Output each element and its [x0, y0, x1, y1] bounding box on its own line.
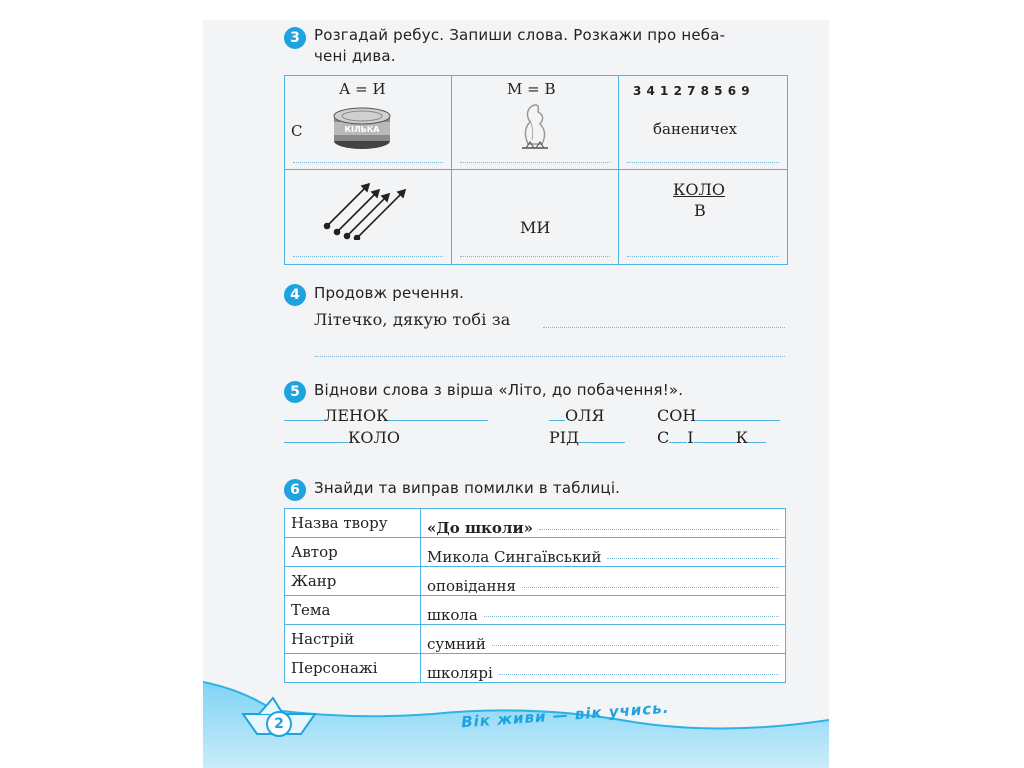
task-4-number: 4	[284, 284, 306, 306]
task-4-instruction: Продовж речення.	[314, 284, 465, 302]
row-value-cell[interactable]	[421, 596, 786, 625]
word-fragment: ОЛЯ	[565, 406, 605, 425]
row-value: сумний	[427, 635, 486, 653]
task-6-number: 6	[284, 479, 306, 501]
answer-line[interactable]	[293, 162, 443, 163]
table-row	[285, 567, 786, 596]
rebus-cell-5	[452, 170, 619, 264]
rebus-fraction-bottom: В	[694, 201, 706, 220]
page-number: 2	[266, 711, 292, 737]
answer-line[interactable]	[293, 256, 443, 257]
table-row	[285, 538, 786, 567]
task-3-number: 3	[284, 27, 306, 49]
sprat-can-picture	[331, 104, 393, 150]
row-label: Персонажі	[285, 654, 421, 683]
rebus-letter-s: С	[291, 122, 303, 140]
word-blank-1[interactable]	[284, 406, 488, 425]
rebus-fraction-top: КОЛО	[673, 180, 725, 199]
row-label: Настрій	[285, 625, 421, 654]
row-value-cell[interactable]	[421, 538, 786, 567]
word-fragment: С	[657, 428, 670, 447]
answer-line[interactable]	[627, 256, 779, 257]
rebus-word-mi: МИ	[520, 218, 551, 237]
work-info-table	[284, 508, 786, 683]
table-row	[285, 625, 786, 654]
row-value: школа	[427, 606, 478, 624]
row-value-cell[interactable]	[421, 567, 786, 596]
row-label: Тема	[285, 596, 421, 625]
word-fragment: РІД	[549, 428, 580, 447]
rebus-rule-a-i: А = И	[339, 80, 386, 98]
row-value: оповідання	[427, 577, 516, 595]
row-value-cell[interactable]	[421, 509, 786, 538]
word-fragment: ЛЕНОК	[324, 406, 389, 425]
task-3-instruction-line1: Розгадай ребус. Запиши слова. Розкажи про неба-	[314, 26, 726, 44]
motto-text: Вік живи — вік учись.	[460, 698, 670, 732]
word-blank-2[interactable]	[549, 406, 604, 425]
rebus-cell-4	[285, 170, 452, 264]
row-value: «До школи»	[427, 519, 533, 537]
workbook-page	[203, 20, 829, 768]
word-blank-4[interactable]	[284, 428, 400, 447]
word-blank-5[interactable]	[549, 428, 625, 447]
word-fragment: К	[735, 428, 748, 447]
task-5-number: 5	[284, 381, 306, 403]
rebus-cell-2	[452, 76, 619, 170]
answer-line[interactable]	[543, 327, 785, 328]
rebus-cell-6	[619, 170, 787, 264]
word-fragment: І	[687, 428, 694, 447]
row-value: Микола Сингаївський	[427, 548, 602, 566]
answer-line[interactable]	[627, 162, 779, 163]
answer-line[interactable]	[460, 256, 610, 257]
answer-line[interactable]	[315, 356, 785, 357]
row-label: Автор	[285, 538, 421, 567]
task-6-instruction: Знайди та виправ помилки в таблиці.	[314, 479, 621, 497]
rebus-digits: 3 4 1 2 7 8 5 6 9	[633, 84, 751, 98]
row-value: школярі	[427, 664, 493, 682]
row-label: Жанр	[285, 567, 421, 596]
rebus-cell-3	[619, 76, 787, 170]
rebus-rule-m-v: М = В	[507, 80, 556, 98]
table-row	[285, 509, 786, 538]
task-3-instruction-line2: чені дива.	[314, 47, 396, 65]
arrows-picture	[321, 176, 417, 240]
word-blank-3[interactable]	[657, 406, 780, 425]
table-row	[285, 596, 786, 625]
volcano-eruption-picture	[514, 100, 556, 150]
row-label: Назва твору	[285, 509, 421, 538]
word-fragment: КОЛО	[348, 428, 400, 447]
rebus-cell-1	[285, 76, 452, 170]
can-label: КІЛЬКА	[344, 125, 380, 134]
row-value-cell[interactable]	[421, 625, 786, 654]
word-blank-6[interactable]	[657, 428, 766, 447]
task-4-sentence: Літечко, дякую тобі за	[314, 310, 511, 329]
answer-line[interactable]	[460, 162, 610, 163]
rebus-grid	[284, 75, 788, 265]
task-5-instruction: Віднови слова з вірша «Літо, до побачення!».	[314, 381, 684, 399]
word-fragment: СОН	[657, 406, 697, 425]
rebus-scrambled-word: баненичех	[653, 120, 738, 138]
